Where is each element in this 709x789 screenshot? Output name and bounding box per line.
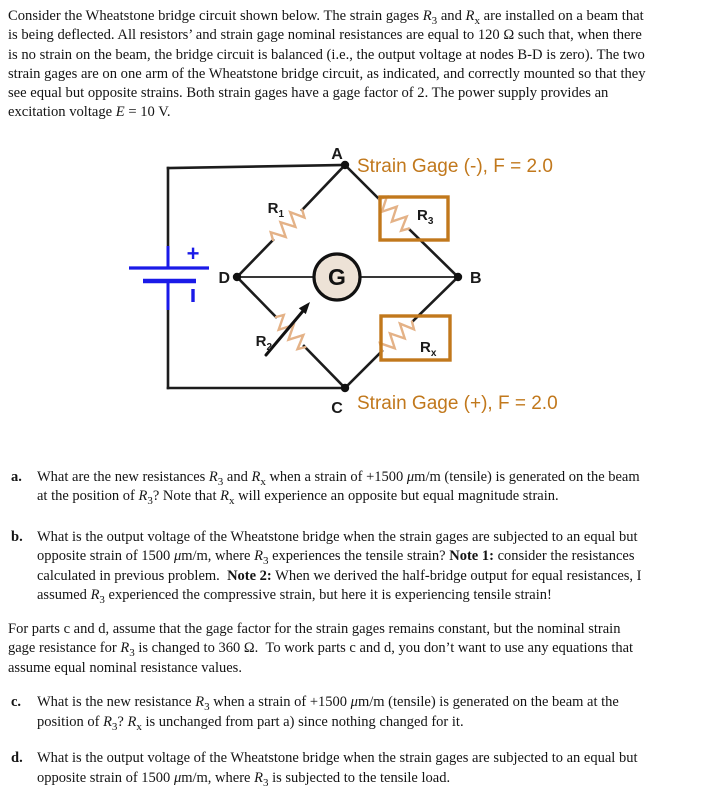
text-line: calculated in previous problem. Note 2: When we derived the half-bridge output for equal resistances, I	[37, 567, 642, 584]
wheatstone-bridge-diagram	[0, 143, 709, 443]
text-line: For parts c and d, assume that the gage factor for the strain gages remains constant, but the nominal strain	[8, 620, 621, 637]
text-line: is being deflected. All resistors’ and strain gage nominal resistances are equal to 120 Ω such that, when there	[8, 27, 642, 44]
text-line: gage resistance for $R_3$ is changed to 360 Ω. To work parts c and d, you don’t want to use any equations that	[8, 640, 634, 660]
question-a	[0, 468, 709, 507]
question-a-label: a.	[11, 468, 22, 485]
text-line: What is the new resistance $R_3$ when a strain of +1500 μm/m (tensile) is generated on the beam at the	[37, 694, 619, 714]
node-d-dot	[233, 273, 241, 281]
text-line: is no strain on the beam, the bridge circuit is balanced (i.e., the output voltage at nodes B-D is zero). The two	[8, 46, 645, 63]
battery-icon	[129, 241, 209, 310]
text-line: at the position of $R_3$? Note that $R_x$ will experience an opposite but equal magnitude strain.	[37, 488, 559, 508]
battery-plus-sign: +	[186, 240, 200, 266]
r2-label: $R_2$	[255, 332, 272, 353]
text-line: What is the output voltage of the Wheatstone bridge when the strain gages are subjected to an equal but	[37, 750, 638, 767]
question-b-label: b.	[11, 528, 23, 545]
galvanometer-label: G	[328, 263, 346, 290]
top-wire	[168, 165, 345, 168]
text-line: What are the new resistances $R_3$ and $R_x$ when a strain of +1500 μm/m (tensile) is generated on the beam	[37, 468, 640, 488]
text-line: strain gages are on one arm of the Wheatstone bridge circuit, as indicated, and correctly mounted so that they	[8, 65, 646, 82]
node-b-dot	[454, 273, 462, 281]
r1-label: $R_1$	[267, 199, 284, 220]
text-line: excitation voltage E = 10 V.	[8, 104, 171, 121]
node-d-label: D	[218, 269, 230, 287]
question-d	[0, 749, 709, 788]
strain-gage-top-annotation: Strain Gage (-), F = 2.0	[357, 155, 553, 177]
arm-c-b	[345, 277, 458, 388]
rx-label: $R_x$	[420, 338, 437, 359]
text-line: Consider the Wheatstone bridge circuit shown below. The strain gages $R_3$ and $R_x$ are installed on a beam that	[8, 8, 644, 27]
node-c-label: C	[331, 399, 343, 417]
text-line: What is the output voltage of the Wheatstone bridge when the strain gages are subjected to an equal but	[37, 528, 638, 545]
question-c-label: c.	[11, 694, 22, 711]
node-c-dot	[341, 384, 349, 392]
text-line: assumed $R_3$ experienced the compressive strain, but here it is experiencing tensile strain!	[37, 587, 552, 607]
question-b-text	[37, 528, 709, 606]
parts-cd-note-paragraph	[8, 620, 709, 679]
question-c	[0, 693, 709, 732]
text-line: opposite strain of 1500 μm/m, where $R_3$ is subjected to the tensile load.	[37, 769, 451, 789]
node-b-label: B	[470, 269, 482, 287]
question-d-text	[37, 749, 709, 788]
intro-paragraph	[8, 7, 709, 123]
text-line: position of $R_3$? $R_x$ is unchanged from part a) since nothing changed for it.	[37, 713, 464, 733]
strain-gage-bottom-annotation: Strain Gage (+), F = 2.0	[357, 392, 558, 414]
resistor-rx-zigzag	[377, 316, 417, 355]
text-line: assume equal nominal resistance values.	[8, 659, 242, 676]
arm-a-b	[345, 165, 458, 277]
node-a-label: A	[331, 145, 343, 163]
text-line: see equal but opposite strains. Both strain gages have a gage factor of 2. The power supply provides an	[8, 85, 609, 102]
text-line: opposite strain of 1500 μm/m, where $R_3$ experiences the tensile strain? Note 1: consider the resistances	[37, 548, 635, 568]
r3-label: $R_3$	[417, 206, 434, 227]
question-d-label: d.	[11, 750, 23, 767]
question-a-text	[37, 468, 709, 507]
question-b	[0, 528, 709, 606]
question-c-text	[37, 693, 709, 732]
